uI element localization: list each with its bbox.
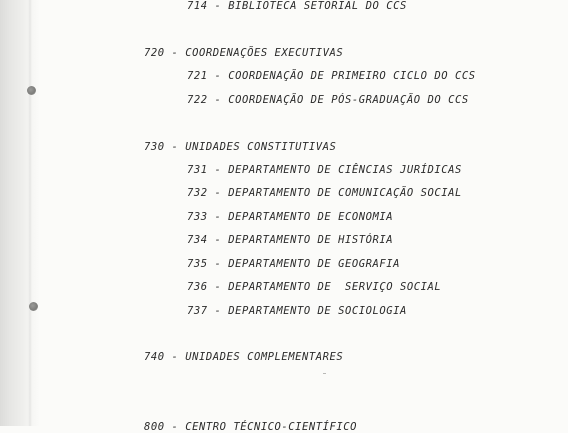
entry-720-heading: 720 - COORDENAÇÕES EXECUTIVAS <box>144 47 344 59</box>
punch-hole <box>27 86 36 95</box>
entry-732: 732 - DEPARTAMENTO DE COMUNICAÇÃO SOCIAL <box>187 187 462 199</box>
entry-714: 714 - BIBLIOTECA SETORIAL DO CCS <box>187 0 407 12</box>
entry-800-heading: 800 - CENTRO TÉCNICO-CIENTÍFICO <box>144 421 358 433</box>
page-binding-shadow <box>0 0 40 426</box>
entry-737: 737 - DEPARTAMENTO DE SOCIOLOGIA <box>187 305 407 317</box>
entry-730-heading: 730 - UNIDADES CONSTITUTIVAS <box>144 141 337 153</box>
entry-731: 731 - DEPARTAMENTO DE CIÊNCIAS JURÍDICAS <box>187 164 462 176</box>
entry-735: 735 - DEPARTAMENTO DE GEOGRAFIA <box>187 258 401 270</box>
entry-734: 734 - DEPARTAMENTO DE HISTÓRIA <box>187 234 394 246</box>
punch-hole <box>29 302 38 311</box>
entry-736: 736 - DEPARTAMENTO DE SERVIÇO SOCIAL <box>187 281 442 293</box>
scan-speck <box>323 373 326 374</box>
entry-740-heading: 740 - UNIDADES COMPLEMENTARES <box>144 351 344 363</box>
entry-722: 722 - COORDENAÇÃO DE PÓS-GRADUAÇÃO DO CCS <box>187 94 469 106</box>
entry-733: 733 - DEPARTAMENTO DE ECONOMIA <box>187 211 394 223</box>
entry-721: 721 - COORDENAÇÃO DE PRIMEIRO CICLO DO CCS <box>187 70 476 82</box>
cropped-line-wrapper <box>144 421 444 433</box>
page-crease <box>28 0 32 426</box>
